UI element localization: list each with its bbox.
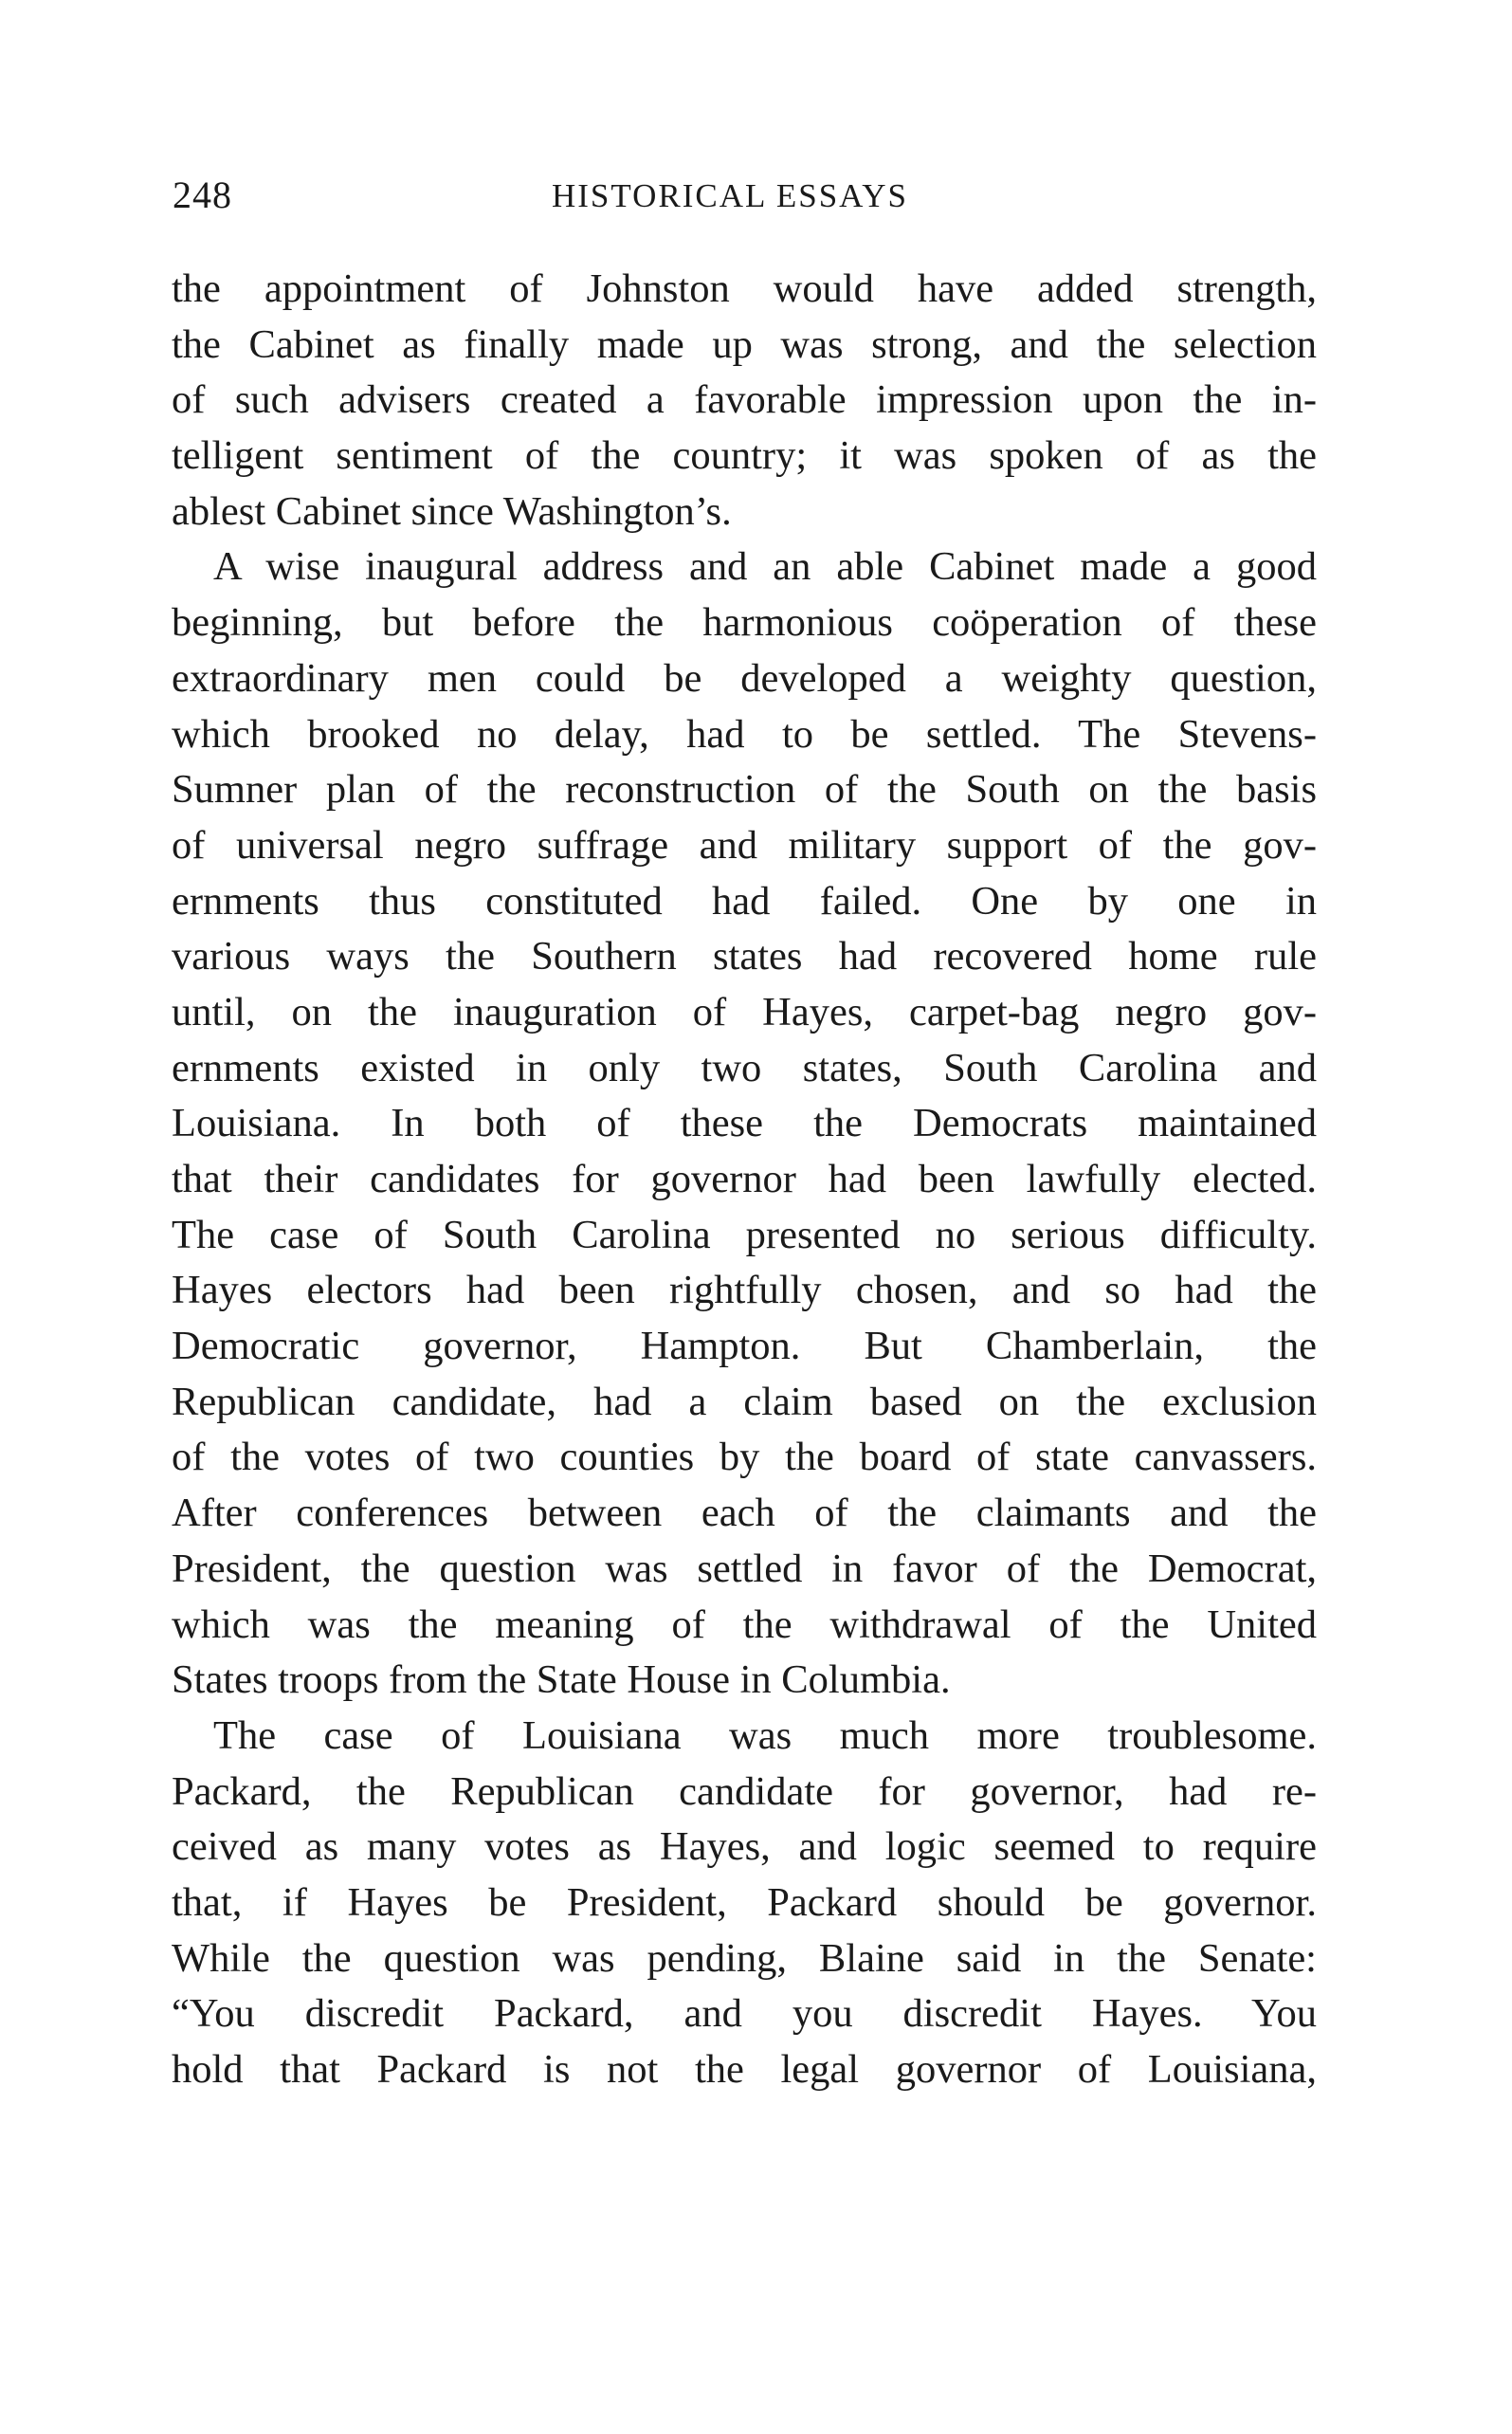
text-line: Hayes electors had been rightfully chosen, and so had the [172,1268,1317,1313]
text-line: President, the question was settled in favor of the Democrat, [172,1546,1317,1591]
text-line: Sumner plan of the reconstruction of the South on the basis [172,767,1317,813]
text-line: The case of South Carolina presented no serious difficulty. [172,1212,1317,1257]
text-line: ceived as many votes as Hayes, and logic seemed to require [172,1824,1317,1870]
text-line: While the question was pending, Blaine said in the Senate: [172,1935,1317,1981]
text-line: telligent sentiment of the country; it was spoken of as the [172,433,1317,479]
text-line: of the votes of two counties by the board of state canvassers. [172,1435,1317,1480]
text-line: which brooked no delay, had to be settled. The Stevens- [172,711,1317,757]
text-line: that, if Hayes be President, Packard should be governor. [172,1879,1317,1925]
text-line: ablest Cabinet since Washington’s. [172,488,732,534]
page-number: 248 [173,174,232,216]
running-head: HISTORICAL ESSAYS [552,177,908,214]
text-line: of universal negro suffrage and military support of the gov- [172,822,1317,868]
text-line: After conferences between each of the claimants and the [172,1491,1317,1536]
text-line: Packard, the Republican candidate for governor, had re- [172,1768,1317,1814]
text-line: Republican candidate, had a claim based on the exclusion [172,1379,1317,1424]
text-line: until, on the inauguration of Hayes, carpet-bag negro gov- [172,989,1317,1034]
text-line: States troops from the State House in Columbia. [172,1657,951,1703]
text-line: extraordinary men could be developed a weighty question, [172,655,1317,701]
text-line: The case of Louisiana was much more troublesome. [213,1712,1317,1758]
text-line: various ways the Southern states had recovered home rule [172,934,1317,979]
text-line: the Cabinet as finally made up was strong, and the selection [172,321,1317,367]
text-line: “You discredit Packard, and you discredit Hayes. You [172,1991,1317,2037]
text-line: that their candidates for governor had been lawfully elected. [172,1157,1317,1201]
text-line: of such advisers created a favorable impression upon the in- [172,377,1317,423]
body-text [172,262,1317,2098]
text-line: A wise inaugural address and an able Cabinet made a good [213,544,1317,590]
text-line: the appointment of Johnston would have added strength, [172,266,1317,311]
text-line: Democratic governor, Hampton. But Chamberlain, the [172,1324,1317,1369]
text-line: Louisiana. In both of these the Democrats maintained [172,1101,1317,1146]
text-line: ernments existed in only two states, South Carolina and [172,1045,1317,1090]
text-line: beginning, but before the harmonious coöperation of these [172,600,1317,646]
text-line: hold that Packard is not the legal governor of Louisiana, [172,2047,1317,2092]
text-line: which was the meaning of the withdrawal of the United [172,1601,1317,1647]
text-line: ernments thus constituted had failed. One by one in [172,878,1317,924]
